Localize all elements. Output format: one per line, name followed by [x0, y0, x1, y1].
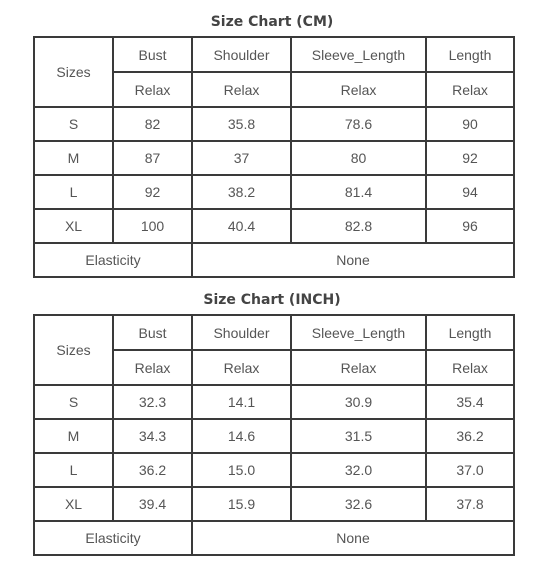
- column-header-bust: Bust: [113, 37, 192, 72]
- table-row: [34, 209, 514, 243]
- column-header-shoulder: Shoulder: [192, 315, 291, 350]
- elasticity-label: Elasticity: [34, 521, 192, 555]
- value-cell: 14.1: [192, 385, 291, 419]
- table-row: [34, 175, 514, 209]
- sizes-header: Sizes: [34, 315, 113, 385]
- value-cell: 82.8: [291, 209, 426, 243]
- size-cell: M: [34, 419, 113, 453]
- value-cell: 36.2: [426, 419, 514, 453]
- table-row: [34, 385, 514, 419]
- value-cell: 14.6: [192, 419, 291, 453]
- column-header-sleeve-length: Sleeve_Length: [291, 37, 426, 72]
- elasticity-value: None: [192, 521, 514, 555]
- size-cell: XL: [34, 487, 113, 521]
- elasticity-row: [34, 521, 514, 555]
- value-cell: 96: [426, 209, 514, 243]
- size-cell: M: [34, 141, 113, 175]
- value-cell: 81.4: [291, 175, 426, 209]
- subheader-cell: Relax: [291, 72, 426, 107]
- value-cell: 32.3: [113, 385, 192, 419]
- subheader-cell: Relax: [192, 350, 291, 385]
- elasticity-value: None: [192, 243, 514, 277]
- value-cell: 78.6: [291, 107, 426, 141]
- value-cell: 31.5: [291, 419, 426, 453]
- size-chart-cm-title: Size Chart (CM): [210, 14, 334, 30]
- column-header-bust: Bust: [113, 315, 192, 350]
- value-cell: 30.9: [291, 385, 426, 419]
- header-row: [34, 37, 514, 72]
- value-cell: 80: [291, 141, 426, 175]
- column-header-length: Length: [426, 37, 514, 72]
- column-header-length: Length: [426, 315, 514, 350]
- value-cell: 87: [113, 141, 192, 175]
- subheader-cell: Relax: [426, 350, 514, 385]
- elasticity-label: Elasticity: [34, 243, 192, 277]
- elasticity-row: [34, 243, 514, 277]
- value-cell: 32.6: [291, 487, 426, 521]
- value-cell: 36.2: [113, 453, 192, 487]
- header-row: [34, 315, 514, 350]
- size-cell: S: [34, 385, 113, 419]
- table-row: [34, 107, 514, 141]
- sizes-header: Sizes: [34, 37, 113, 107]
- subheader-cell: Relax: [113, 350, 192, 385]
- value-cell: 38.2: [192, 175, 291, 209]
- value-cell: 100: [113, 209, 192, 243]
- column-header-sleeve-length: Sleeve_Length: [291, 315, 426, 350]
- table-row: [34, 487, 514, 521]
- table-row: [34, 453, 514, 487]
- value-cell: 94: [426, 175, 514, 209]
- size-cell: XL: [34, 209, 113, 243]
- value-cell: 35.8: [192, 107, 291, 141]
- column-header-shoulder: Shoulder: [192, 37, 291, 72]
- value-cell: 15.0: [192, 453, 291, 487]
- value-cell: 37: [192, 141, 291, 175]
- value-cell: 34.3: [113, 419, 192, 453]
- size-chart-cm-table: [33, 36, 515, 278]
- size-chart-inch-title: Size Chart (INCH): [203, 292, 341, 308]
- value-cell: 32.0: [291, 453, 426, 487]
- value-cell: 82: [113, 107, 192, 141]
- subheader-cell: Relax: [426, 72, 514, 107]
- value-cell: 15.9: [192, 487, 291, 521]
- value-cell: 90: [426, 107, 514, 141]
- table-row: [34, 419, 514, 453]
- size-chart-inch-table: [33, 314, 515, 556]
- size-cell: S: [34, 107, 113, 141]
- value-cell: 92: [426, 141, 514, 175]
- value-cell: 35.4: [426, 385, 514, 419]
- subheader-cell: Relax: [192, 72, 291, 107]
- value-cell: 92: [113, 175, 192, 209]
- size-cell: L: [34, 175, 113, 209]
- subheader-cell: Relax: [113, 72, 192, 107]
- value-cell: 40.4: [192, 209, 291, 243]
- subheader-cell: Relax: [291, 350, 426, 385]
- value-cell: 39.4: [113, 487, 192, 521]
- value-cell: 37.8: [426, 487, 514, 521]
- table-row: [34, 141, 514, 175]
- size-cell: L: [34, 453, 113, 487]
- value-cell: 37.0: [426, 453, 514, 487]
